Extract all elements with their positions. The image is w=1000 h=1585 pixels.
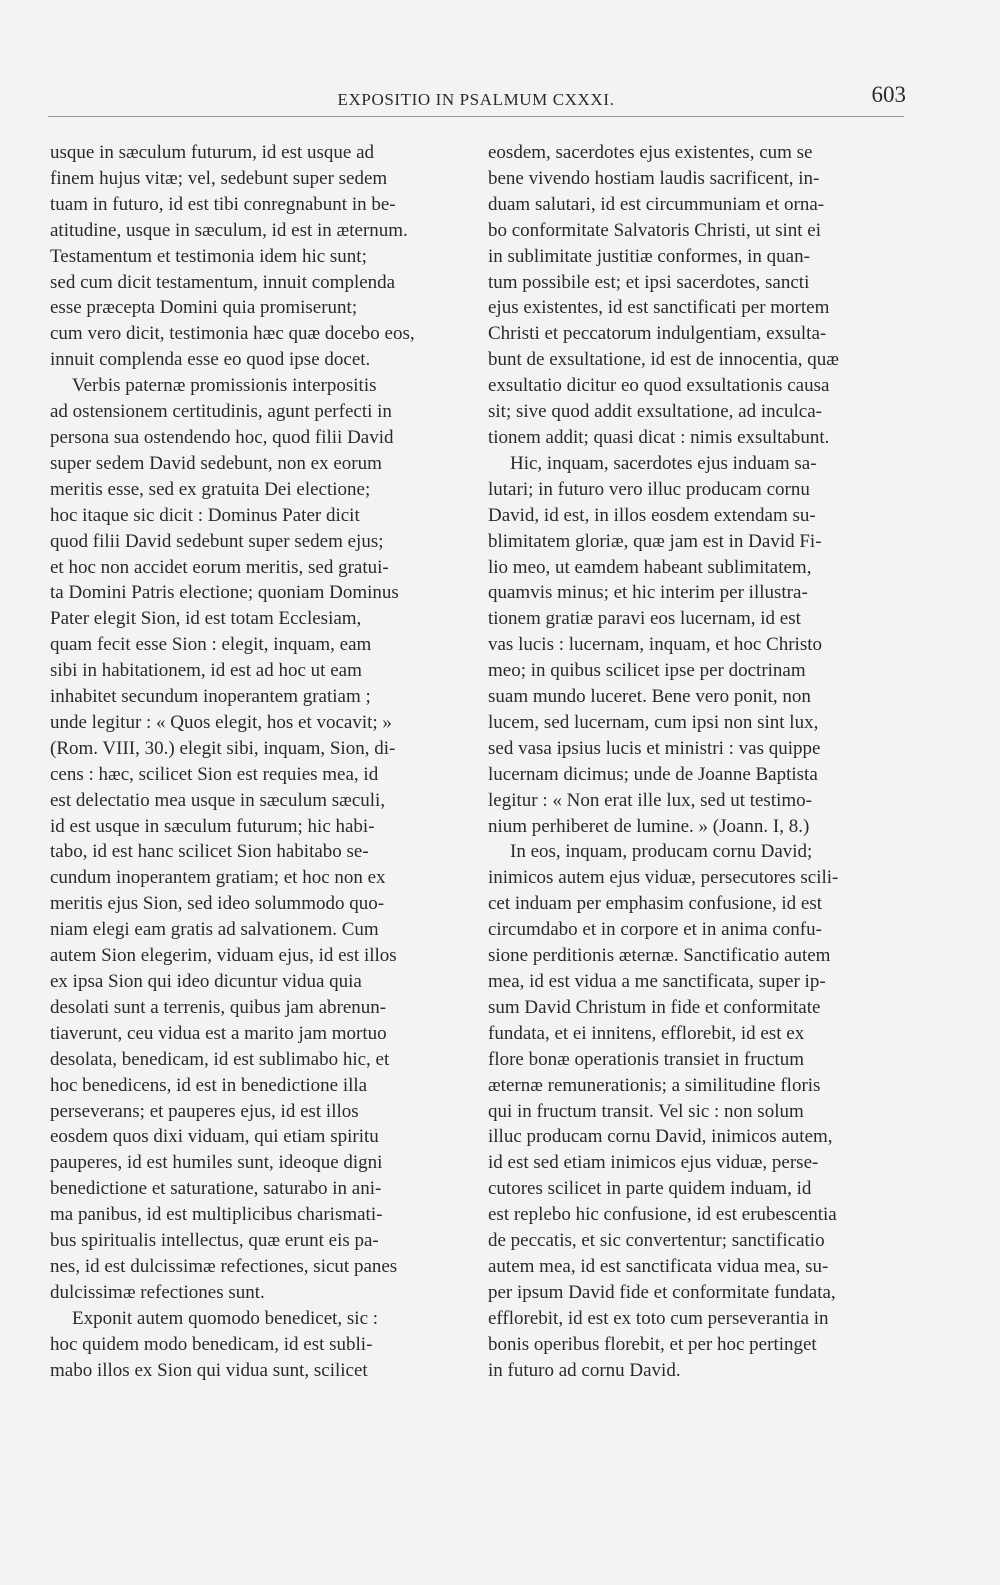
text-line: perseverans; et pauperes ejus, id est illos <box>50 1100 359 1122</box>
text-line: ejus existentes, id est sanctificati per mortem <box>488 297 830 319</box>
page-header <box>48 82 904 117</box>
text-line: persona sua ostendendo hoc, quod filii David <box>50 426 394 448</box>
text-line: exsultatio dicitur eo quod exsultationis causa <box>488 375 830 397</box>
text-line: mabo illos ex Sion qui vidua sunt, scilicet <box>50 1359 368 1381</box>
text-line: cet induam per emphasim confusione, id est <box>488 893 822 915</box>
text-line: legitur : « Non erat ille lux, sed ut testimo- <box>488 789 812 811</box>
text-line: Pater elegit Sion, id est totam Ecclesiam, <box>50 608 362 630</box>
text-line: finem hujus vitæ; vel, sedebunt super sedem <box>50 167 388 189</box>
text-line: bene vivendo hostiam laudis sacrificent, in- <box>488 167 820 189</box>
text-line: desolati sunt a terrenis, quibus jam abrenun- <box>50 996 387 1018</box>
text-line: (Rom. VIII, 30.) elegit sibi, inquam, Sion, di- <box>50 737 396 759</box>
text-line: meo; in quibus scilicet ipse per doctrinam <box>488 660 806 682</box>
text-line: cens : hæc, scilicet Sion est requies mea, id <box>50 763 379 785</box>
text-line: efflorebit, id est ex toto cum perseverantia in <box>488 1307 829 1329</box>
text-line: meritis esse, sed ex gratuita Dei electione; <box>50 478 371 500</box>
text-line: sed cum dicit testamentum, innuit complenda <box>50 271 396 293</box>
text-line: vas lucis : lucernam, inquam, et hoc Christo <box>488 634 823 656</box>
text-line: David, id est, in illos eosdem extendam su- <box>488 504 816 526</box>
text-line: cutores scilicet in parte quidem induam, id <box>488 1178 812 1200</box>
text-line: ex ipsa Sion qui ideo dicuntur vidua quia <box>50 971 362 992</box>
text-line: flore bonæ operationis transiet in fructum <box>488 1048 805 1070</box>
text-line: sit; sive quod addit exsultatione, ad inculca- <box>488 401 823 423</box>
text-line: per ipsum David fide et conformitate fundata, <box>488 1281 836 1303</box>
text-line: tum possibile est; et ipsi sacerdotes, sancti <box>488 271 810 293</box>
text-line: dulcissimæ refectiones sunt. <box>50 1281 265 1303</box>
text-line: qui in fructum transit. Vel sic : non solum <box>488 1100 804 1122</box>
text-line: sed vasa ipsius lucis et ministri : vas quippe <box>488 737 821 759</box>
text-line: circumdabo et in corpore et in anima confu- <box>488 919 822 941</box>
text-line: lio meo, ut eamdem habeant sublimitatem, <box>488 556 812 578</box>
text-line: tabo, id est hanc scilicet Sion habitabo se- <box>50 841 369 863</box>
text-line: quod filii David sedebunt super sedem ejus; <box>50 530 384 552</box>
text-line: bus spiritualis intellectus, quæ erunt eis pa- <box>50 1230 379 1252</box>
text-line: quamvis minus; et hic interim per illustra- <box>488 582 808 604</box>
text-line: autem Sion elegerim, viduam ejus, id est illos <box>50 945 397 967</box>
text-line: atitudine, usque in sæculum, id est in æternum. <box>50 219 408 241</box>
text-line: quam fecit esse Sion : elegit, inquam, eam <box>50 634 372 656</box>
text-line: innuit complenda esse eo quod ipse docet. <box>50 349 371 371</box>
text-line: et hoc non accidet eorum meritis, sed gratui- <box>50 556 389 578</box>
text-line: ta Domini Patris electione; quoniam Dominus <box>50 582 399 604</box>
text-line: lutari; in futuro vero illuc producam cornu <box>488 478 810 500</box>
text-line: Christi et peccatorum indulgentiam, exsulta- <box>488 323 827 345</box>
text-line: cum vero dicit, testimonia hæc quæ docebo eos, <box>50 323 415 345</box>
text-line: in futuro ad cornu David. <box>488 1359 681 1381</box>
text-line: tiaverunt, ceu vidua est a marito jam mortuo <box>50 1022 387 1044</box>
text-line: bonis operibus florebit, et per hoc pertinget <box>488 1333 817 1355</box>
text-line: Testamentum et testimonia idem hic sunt; <box>50 245 367 267</box>
left-text-column <box>50 140 462 1384</box>
text-line: Exponit autem quomodo benedicet, sic : <box>72 1307 379 1329</box>
text-line: inhabitet secundum inoperantem gratiam ; <box>50 686 371 708</box>
text-line: super sedem David sedebunt, non ex eorum <box>50 452 382 474</box>
text-line: Hic, inquam, sacerdotes ejus induam sa- <box>510 452 817 474</box>
text-line: mea, id est vidua a me sanctificata, super ip- <box>488 971 826 992</box>
text-line: eosdem quos dixi viduam, qui etiam spiritu <box>50 1126 379 1148</box>
text-line: pauperes, id est humiles sunt, ideoque digni <box>50 1152 383 1174</box>
text-line: est delectatio mea usque in sæculum sæculi, <box>50 789 386 811</box>
text-line: nium perhiberet de lumine. » (Joann. I, 8.) <box>488 815 810 837</box>
text-line: ma panibus, id est multiplicibus charismati- <box>50 1204 383 1226</box>
text-line: id est sed etiam inimicos ejus viduæ, perse- <box>488 1152 819 1174</box>
text-line: blimitatem gloriæ, quæ jam est in David Fi- <box>488 530 822 552</box>
text-line: inimicos autem ejus viduæ, persecutores scili- <box>488 867 839 889</box>
text-line: fundata, et ei innitens, efflorebit, id est ex <box>488 1022 805 1044</box>
text-line: sibi in habitationem, id est ad hoc ut eam <box>50 660 362 682</box>
right-text-column <box>488 140 900 1384</box>
text-line: lucem, sed lucernam, cum ipsi non sint lux, <box>488 711 819 733</box>
text-line: sum David Christum in fide et conformitate <box>488 996 821 1018</box>
text-line: autem mea, id est sanctificata vidua mea, su- <box>488 1255 829 1277</box>
text-line: meritis ejus Sion, sed ideo solummodo quo- <box>50 893 385 915</box>
text-line: suam mundo luceret. Bene vero ponit, non <box>488 686 811 708</box>
text-line: æternæ remunerationis; a similitudine floris <box>488 1074 821 1096</box>
running-title: EXPOSITIO IN PSALMUM CXXXI. <box>337 90 615 109</box>
text-line: eosdem, sacerdotes ejus existentes, cum se <box>488 142 813 163</box>
page-number: 603 <box>871 82 906 107</box>
text-line: esse præcepta Domini quia promiserunt; <box>50 297 358 319</box>
text-line: hoc benedicens, id est in benedictione illa <box>50 1074 368 1096</box>
text-line: tionem gratiæ paravi eos lucernam, id est <box>488 608 801 630</box>
text-line: nes, id est dulcissimæ refectiones, sicut panes <box>50 1255 398 1277</box>
text-line: unde legitur : « Quos elegit, hos et vocavit; » <box>50 711 392 733</box>
text-line: In eos, inquam, producam cornu David; <box>510 841 813 863</box>
text-line: desolata, benedicam, id est sublimabo hic, et <box>50 1048 390 1070</box>
text-line: hoc itaque sic dicit : Dominus Pater dicit <box>50 504 360 526</box>
text-line: id est usque in sæculum futurum; hic habi- <box>50 815 375 837</box>
text-line: est replebo hic confusione, id est erubescentia <box>488 1204 837 1226</box>
text-line: bo conformitate Salvatoris Christi, ut sint ei <box>488 219 821 241</box>
text-line: hoc quidem modo benedicam, id est subli- <box>50 1333 373 1355</box>
text-line: Verbis paternæ promissionis interpositis <box>72 375 377 397</box>
text-line: usque in sæculum futurum, id est usque ad <box>50 142 375 163</box>
text-line: bunt de exsultatione, id est de innocentia, quæ <box>488 349 839 371</box>
text-line: tionem addit; quasi dicat : nimis exsultabunt. <box>488 426 830 448</box>
text-line: de peccatis, et sic convertentur; sanctificatio <box>488 1230 825 1252</box>
text-line: tuam in futuro, id est tibi conregnabunt in be- <box>50 193 396 215</box>
text-line: niam elegi eam gratis ad salvationem. Cum <box>50 919 379 941</box>
text-line: duam salutari, id est circummuniam et orna- <box>488 193 825 215</box>
text-line: ad ostensionem certitudinis, agunt perfecti in <box>50 401 392 423</box>
text-line: sione perditionis æternæ. Sanctificatio autem <box>488 945 831 967</box>
text-line: lucernam dicimus; unde de Joanne Baptista <box>488 763 818 785</box>
text-line: benedictione et saturatione, saturabo in ani- <box>50 1178 382 1200</box>
text-line: illuc producam cornu David, inimicos autem, <box>488 1126 833 1148</box>
text-line: in sublimitate justitiæ conformes, in quan- <box>488 245 810 267</box>
text-line: cundum inoperantem gratiam; et hoc non ex <box>50 867 386 889</box>
